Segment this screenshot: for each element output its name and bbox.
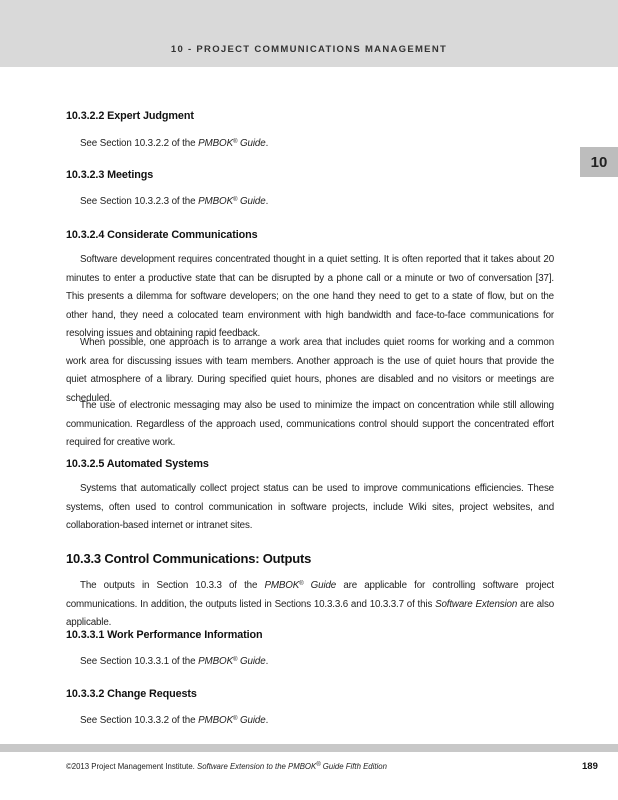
ref-change-requests: See Section 10.3.3.2 of the PMBOK® Guide. xyxy=(80,715,269,726)
header-title: 10 - PROJECT COMMUNICATIONS MANAGEMENT xyxy=(170,44,448,55)
heading-expert-judgment: 10.3.2.2 Expert Judgment xyxy=(66,110,194,122)
heading-change-requests: 10.3.3.2 Change Requests xyxy=(66,688,197,700)
heading-meetings: 10.3.2.3 Meetings xyxy=(66,169,154,181)
footer-copyright: ©2013 Project Management Institute. Software Extension to the PMBOK® Guide Fifth Edition xyxy=(66,762,387,771)
page-number: 189 xyxy=(582,761,598,772)
ref-expert-judgment: See Section 10.3.2.2 of the PMBOK® Guide. xyxy=(80,138,269,149)
page-footer xyxy=(0,744,618,800)
heading-automated-systems: 10.3.2.5 Automated Systems xyxy=(66,458,209,470)
paragraph-considerate-1: Software development requires concentrated thought in a quiet setting. It is often reported that it takes about 20 minutes to enter a productive state that can be disrupted by a phone call or a minute or two of conversation [37]. This presents a dilemma for software developers; on the one hand they need to get to a state of flow, but on the other hand, they need a colocated team environment with high bandwidth and face-to-face communications for resolving issues and obtaining rapid feedback. xyxy=(66,254,554,340)
page-header xyxy=(0,0,618,67)
footer-bar xyxy=(0,744,618,752)
ref-meetings: See Section 10.3.2.3 of the PMBOK® Guide. xyxy=(80,196,269,207)
heading-work-performance-information: 10.3.3.1 Work Performance Information xyxy=(66,629,263,641)
heading-outputs: 10.3.3 Control Communications: Outputs xyxy=(66,551,312,566)
paragraph-considerate-2: When possible, one approach is to arrange a work area that includes quiet rooms for working and a common work area for discussing issues with team members. Another approach is the use of quiet hours that provide the quiet atmosphere of a library. During specified quiet hours, phones are disabled and no visitors or meetings are scheduled. xyxy=(66,337,554,404)
paragraph-outputs-1: The outputs in Section 10.3.3 of the PMBOK® Guide are applicable for controlling software project communications. In addition, the outputs listed in Sections 10.3.3.6 and 10.3.3.7 of this Software Extension are also applicable. xyxy=(66,580,554,629)
paragraph-automated-1: Systems that automatically collect project status can be used to improve communications efficiencies. These systems, often used to control communication in software projects, include Wiki sites, project websites, and collaboration-based internet or intranet sites. xyxy=(66,483,554,532)
heading-considerate-communications: 10.3.2.4 Considerate Communications xyxy=(66,229,258,241)
chapter-tab: 10 xyxy=(580,147,618,177)
paragraph-considerate-3: The use of electronic messaging may also be used to minimize the impact on concentration while still allowing communication. Regardless of the approach used, communications control should support the concentrated effort required for creative work. xyxy=(66,400,554,449)
ref-work-performance-information: See Section 10.3.3.1 of the PMBOK® Guide. xyxy=(80,656,269,667)
